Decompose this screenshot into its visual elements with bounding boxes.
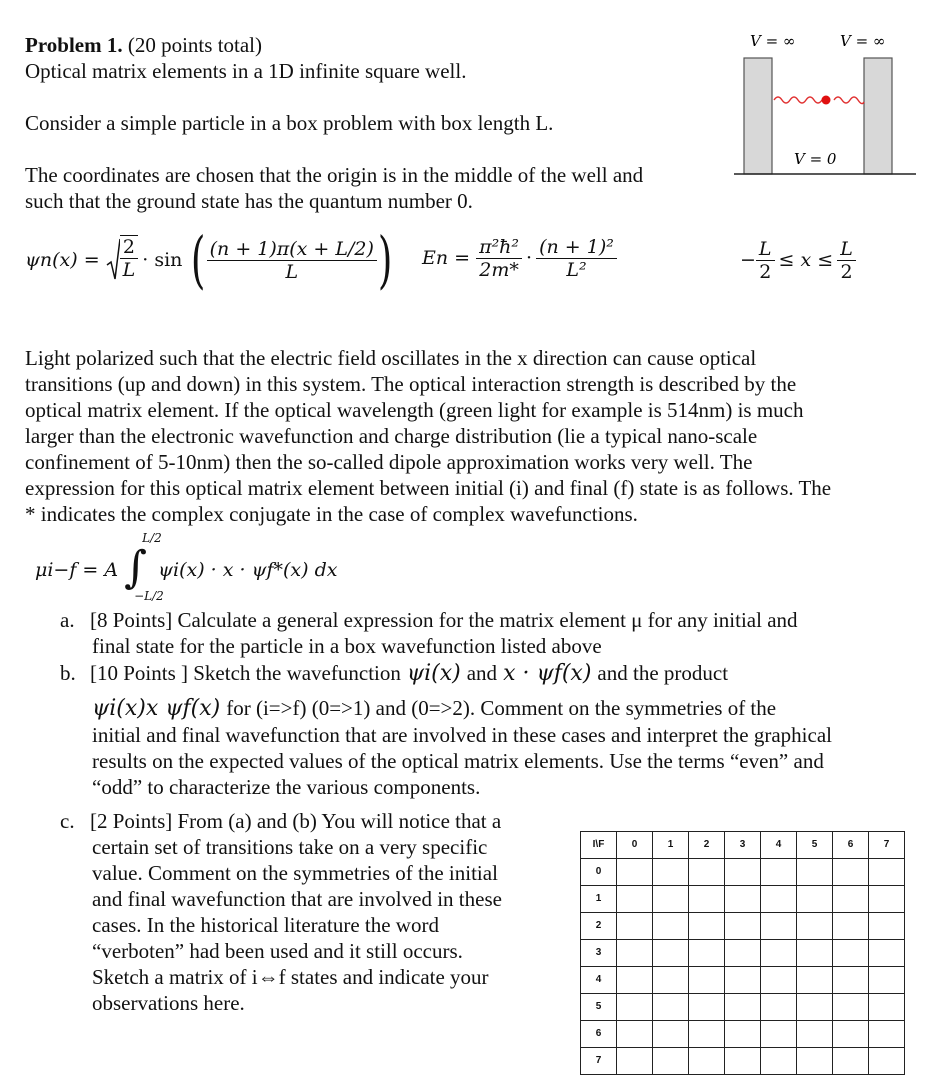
matrix-corner: I\F [581, 832, 617, 859]
wavefunction-equation [25, 225, 397, 295]
matrix-row-header: 2 [581, 913, 617, 940]
item-c-text: and final wavefunction that are involved in these [92, 887, 502, 911]
right-potential-label: V = ∞ [840, 32, 886, 50]
matrix-cell[interactable] [761, 1021, 797, 1048]
matrix-cell[interactable] [653, 913, 689, 940]
psi-i-expr: ψi(x) [406, 661, 461, 686]
integral-upper: L/2 [142, 531, 162, 545]
matrix-cell[interactable] [833, 886, 869, 913]
item-c-text: cases. In the historical literature the word [92, 913, 439, 937]
matrix-row [581, 1021, 905, 1048]
matrix-cell[interactable] [869, 940, 905, 967]
range-left-num: L [756, 238, 775, 261]
matrix-row [581, 1048, 905, 1075]
matrix-row [581, 994, 905, 1021]
intro-line-1: Consider a simple particle in a box problem with box length L. [25, 111, 554, 135]
range-right-frac [837, 238, 856, 283]
matrix-row-header: 4 [581, 967, 617, 994]
matrix-row [581, 940, 905, 967]
wavefunction-squiggle [774, 97, 864, 104]
range-minus: − [740, 249, 756, 271]
matrix-cell[interactable] [833, 940, 869, 967]
matrix-cell[interactable] [617, 994, 653, 1021]
paragraph-line: transitions (up and down) in this system. The optical interaction strength is described by the [25, 372, 797, 396]
item-a-text-1: [8 Points] Calculate a general expression for the matrix element μ for any initial and [90, 608, 798, 632]
energy-dot: · [526, 247, 533, 269]
problem-title-line [25, 32, 466, 58]
matrix-cell[interactable] [617, 886, 653, 913]
infinite-well-diagram [730, 28, 920, 178]
energy-den-1: 2m* [479, 258, 519, 281]
energy-lhs: En = [422, 247, 471, 269]
item-b-line-2 [60, 695, 832, 722]
matrix-column-header: 5 [797, 832, 833, 859]
item-b-line-2-text: for (i=>f) (0=>1) and (0=>2). Comment on the symmetries of the [226, 696, 777, 720]
matrix-cell[interactable] [617, 859, 653, 886]
matrix-column-header: 0 [617, 832, 653, 859]
bottom-potential-label: V = 0 [794, 150, 837, 168]
integral-sign: ∫ [124, 542, 148, 593]
energy-frac-1 [476, 236, 522, 281]
matrix-header-row [581, 832, 905, 859]
matrix-cell[interactable] [725, 967, 761, 994]
matrix-row [581, 859, 905, 886]
matrix-cell[interactable] [797, 967, 833, 994]
sqrt-fraction [120, 235, 139, 281]
matrix-cell[interactable] [869, 886, 905, 913]
matrix-cell[interactable] [797, 1021, 833, 1048]
problem-subtitle: Optical matrix elements in a 1D infinite square well. [25, 59, 467, 83]
item-b-label: b. [60, 661, 76, 685]
matrix-cell[interactable] [617, 967, 653, 994]
problem-header [25, 32, 466, 84]
item-c-text: value. Comment on the symmetries of the initial [92, 861, 498, 885]
item-b-line-1 [60, 660, 832, 687]
matrix-cell[interactable] [869, 913, 905, 940]
item-c-text: certain set of transitions take on a very specific [92, 835, 488, 859]
sqrt-den: L [122, 259, 136, 281]
item-a [60, 607, 798, 659]
intro-line-3: such that the ground state has the quantum number 0. [25, 189, 473, 213]
matrix-cell[interactable] [833, 967, 869, 994]
matrix-cell[interactable] [653, 1048, 689, 1075]
item-c-line-1 [60, 808, 502, 834]
item-b-text: initial and final wavefunction that are involved in these cases and interpret the graphical [92, 723, 832, 747]
matrix-cell[interactable] [833, 994, 869, 1021]
range-right-den: 2 [840, 260, 853, 283]
transition-matrix-body [581, 832, 905, 1075]
sin-arg-den: L [285, 260, 299, 283]
item-c-text: Sketch a matrix of i⇔f states and indicate your [92, 965, 489, 989]
integral-lower: −L/2 [134, 589, 164, 603]
energy-frac-2 [536, 236, 617, 281]
item-b-pre: [10 Points ] Sketch the wavefunction [90, 661, 401, 685]
transition-matrix [580, 831, 905, 1075]
product-expr: ψi(x)x ψf(x) [92, 696, 221, 721]
matrix-cell[interactable] [617, 1048, 653, 1075]
matrix-cell[interactable] [653, 1021, 689, 1048]
range-expression [740, 232, 856, 288]
sin-operator: · sin [142, 249, 183, 271]
matrix-cell[interactable] [653, 994, 689, 1021]
x-psi-f-expr: x · ψf(x) [503, 661, 592, 686]
paragraph-line: confinement of 5-10nm) then the so-called dipole approximation works very well. The [25, 450, 753, 474]
item-b [60, 660, 832, 800]
matrix-cell[interactable] [869, 1021, 905, 1048]
matrix-cell[interactable] [869, 967, 905, 994]
matrix-cell[interactable] [797, 913, 833, 940]
matrix-cell[interactable] [725, 994, 761, 1021]
matrix-cell[interactable] [761, 913, 797, 940]
item-c [60, 808, 502, 1016]
matrix-cell[interactable] [725, 886, 761, 913]
matrix-cell[interactable] [833, 859, 869, 886]
sin-arg-num: (n + 1)π(x + L/2) [207, 238, 377, 261]
mu-lhs: μi−f = A [35, 559, 119, 581]
matrix-column-header: 7 [869, 832, 905, 859]
matrix-cell[interactable] [689, 1021, 725, 1048]
item-b-text: “odd” to characterize the various components. [92, 775, 481, 799]
range-mid: ≤ x ≤ [778, 249, 834, 271]
matrix-cell[interactable] [833, 913, 869, 940]
item-a-text-2: final state for the particle in a box wavefunction listed above [92, 634, 602, 658]
matrix-row-header: 7 [581, 1048, 617, 1075]
matrix-cell[interactable] [653, 859, 689, 886]
matrix-cell[interactable] [617, 940, 653, 967]
matrix-cell[interactable] [689, 994, 725, 1021]
paragraph-line: larger than the electronic wavefunction and charge distribution (lie a typical nano-scale [25, 424, 758, 448]
matrix-cell[interactable] [869, 859, 905, 886]
matrix-row-header: 0 [581, 859, 617, 886]
matrix-row [581, 913, 905, 940]
item-b-text: results on the expected values of the optical matrix elements. Use the terms “even” and [92, 749, 824, 773]
matrix-cell[interactable] [833, 1021, 869, 1048]
item-a-label: a. [60, 608, 75, 632]
psi-lhs: ψn(x) = [25, 249, 100, 271]
energy-num-1: π²ħ² [476, 236, 522, 259]
range-left-frac [756, 238, 775, 283]
range-right-num: L [837, 238, 856, 261]
left-potential-label: V = ∞ [750, 32, 796, 50]
matrix-cell[interactable] [725, 1048, 761, 1075]
matrix-cell[interactable] [797, 994, 833, 1021]
item-c-text: [2 Points] From (a) and (b) You will notice that a [90, 809, 502, 833]
sqrt-symbol [106, 237, 120, 283]
matrix-cell[interactable] [761, 994, 797, 1021]
matrix-cell[interactable] [833, 1048, 869, 1075]
matrix-column-header: 6 [833, 832, 869, 859]
matrix-column-header: 3 [725, 832, 761, 859]
paragraph [25, 345, 915, 527]
matrix-cell[interactable] [689, 940, 725, 967]
left-wall [744, 58, 772, 174]
item-c-text: observations here. [92, 991, 245, 1015]
points-total: (20 points total) [127, 33, 263, 57]
sqrt-num: 2 [120, 236, 138, 259]
matrix-row-header: 6 [581, 1021, 617, 1048]
particle-dot [822, 96, 831, 105]
matrix-cell[interactable] [689, 859, 725, 886]
item-c-label: c. [60, 809, 75, 833]
matrix-cell[interactable] [653, 940, 689, 967]
matrix-row-header: 3 [581, 940, 617, 967]
matrix-column-header: 1 [653, 832, 689, 859]
paragraph-line: * indicates the complex conjugate in the case of complex wavefunctions. [25, 502, 638, 526]
left-paren: ( [191, 223, 206, 296]
matrix-cell[interactable] [689, 886, 725, 913]
range-left-den: 2 [759, 260, 772, 283]
matrix-row-header: 1 [581, 886, 617, 913]
item-b-post: and the product [597, 661, 729, 685]
matrix-cell[interactable] [761, 859, 797, 886]
matrix-cell[interactable] [617, 913, 653, 940]
matrix-cell[interactable] [689, 1048, 725, 1075]
matrix-cell[interactable] [689, 967, 725, 994]
matrix-element-equation [35, 531, 338, 605]
matrix-cell[interactable] [797, 859, 833, 886]
energy-equation [422, 228, 617, 288]
matrix-cell[interactable] [797, 886, 833, 913]
matrix-cell[interactable] [617, 1021, 653, 1048]
item-c-text: “verboten” had been used and it still occurs. [92, 939, 463, 963]
intro-line-2: The coordinates are chosen that the origin is in the middle of the well and [25, 163, 644, 187]
matrix-cell[interactable] [761, 940, 797, 967]
matrix-cell[interactable] [869, 1048, 905, 1075]
paragraph-line: expression for this optical matrix element between initial (i) and final (f) state is as follows. The [25, 476, 832, 500]
matrix-cell[interactable] [797, 940, 833, 967]
matrix-cell[interactable] [689, 913, 725, 940]
matrix-row-header: 5 [581, 994, 617, 1021]
integral [122, 531, 164, 605]
matrix-cell[interactable] [761, 1048, 797, 1075]
matrix-cell[interactable] [725, 1021, 761, 1048]
matrix-column-header: 4 [761, 832, 797, 859]
matrix-cell[interactable] [869, 994, 905, 1021]
matrix-row [581, 967, 905, 994]
item-a-line-1 [60, 607, 798, 633]
mu-integrand: ψi(x) · x · ψf*(x) dx [158, 559, 338, 581]
matrix-cell[interactable] [653, 886, 689, 913]
sqrt-factor [106, 237, 139, 283]
paragraph-line: Light polarized such that the electric field oscillates in the x direction can cause optical [25, 346, 757, 370]
paragraph-line: optical matrix element. If the optical wavelength (green light for example is 514nm) is much [25, 398, 804, 422]
right-wall [864, 58, 892, 174]
energy-den-2: L² [566, 258, 587, 281]
matrix-cell[interactable] [761, 967, 797, 994]
matrix-cell[interactable] [725, 913, 761, 940]
item-b-mid: and [466, 661, 498, 685]
matrix-cell[interactable] [797, 1048, 833, 1075]
matrix-cell[interactable] [653, 967, 689, 994]
matrix-cell[interactable] [761, 886, 797, 913]
matrix-cell[interactable] [725, 859, 761, 886]
right-paren: ) [377, 223, 393, 296]
sin-argument [207, 238, 377, 283]
matrix-column-header: 2 [689, 832, 725, 859]
problem-title: Problem 1. [25, 33, 123, 57]
matrix-cell[interactable] [725, 940, 761, 967]
matrix-row [581, 886, 905, 913]
energy-num-2: (n + 1)² [536, 236, 617, 259]
